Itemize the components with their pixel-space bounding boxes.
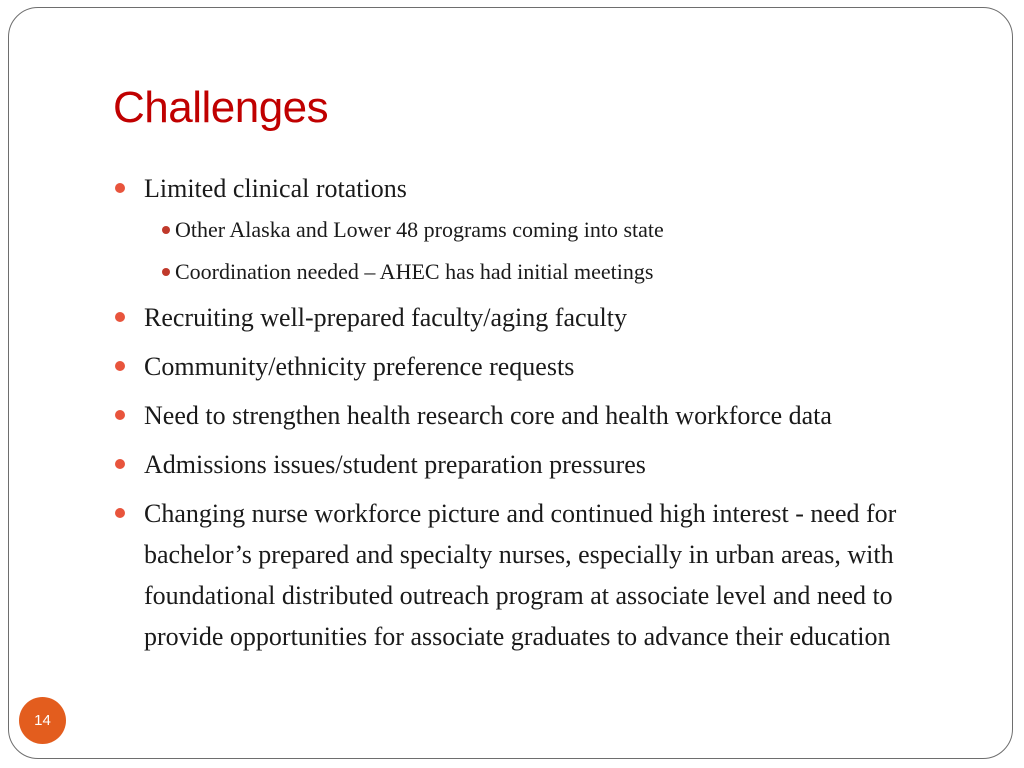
- sub-bullet-icon: [162, 268, 170, 276]
- bullet-list: [113, 168, 973, 657]
- slide-content: [113, 168, 973, 665]
- bullet-icon: [115, 410, 125, 420]
- bullet-item: [113, 493, 973, 657]
- bullet-item: [113, 297, 973, 338]
- bullet-icon: [115, 361, 125, 371]
- bullet-text: Recruiting well-prepared faculty/aging faculty: [144, 303, 627, 332]
- bullet-text: Community/ethnicity preference requests: [144, 352, 575, 381]
- bullet-icon: [115, 459, 125, 469]
- bullet-text: Limited clinical rotations: [144, 174, 407, 203]
- bullet-item: [113, 444, 973, 485]
- bullet-item: [113, 168, 973, 289]
- sub-bullet-text: Coordination needed – AHEC has had initial meetings: [175, 259, 654, 284]
- bullet-item: [113, 346, 973, 387]
- sub-bullet-item: [144, 213, 973, 247]
- sub-bullet-item: [144, 255, 973, 289]
- bullet-icon: [115, 508, 125, 518]
- bullet-text: Admissions issues/student preparation pressures: [144, 450, 646, 479]
- bullet-text: Need to strengthen health research core and health workforce data: [144, 401, 832, 430]
- sub-bullet-text: Other Alaska and Lower 48 programs coming into state: [175, 217, 664, 242]
- bullet-icon: [115, 312, 125, 322]
- bullet-text: Changing nurse workforce picture and continued high interest - need for bachelor’s prepared and specialty nurses, especially in urban areas, with foundational distributed outreach program at associate level and need to provide opportunities for associate graduates to advance their education: [144, 499, 897, 651]
- bullet-icon: [115, 183, 125, 193]
- sub-bullet-list: [144, 213, 973, 289]
- slide-title: Challenges: [113, 83, 329, 132]
- bullet-item: [113, 395, 973, 436]
- page-number-badge: 14: [19, 697, 66, 744]
- sub-bullet-icon: [162, 226, 170, 234]
